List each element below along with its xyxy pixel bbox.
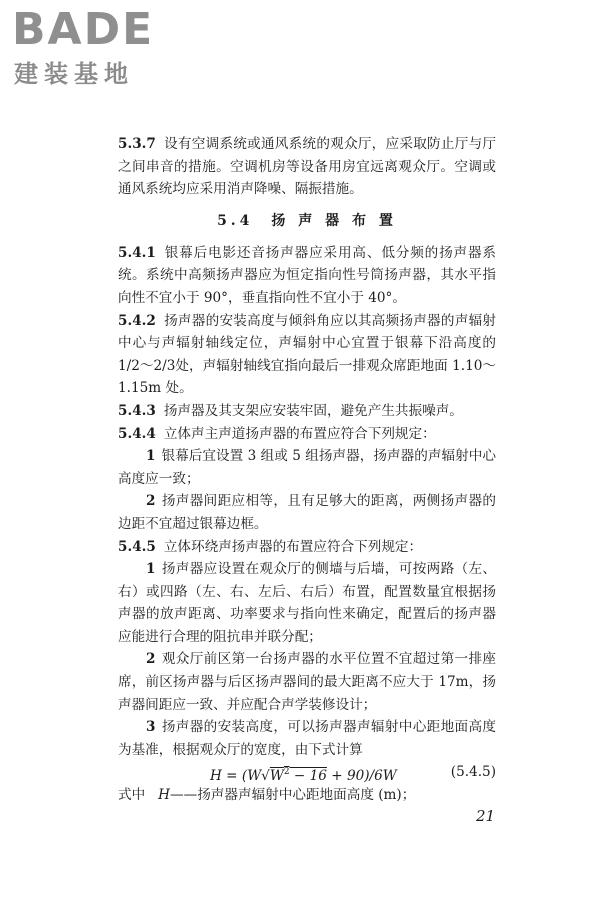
clause-number: 5.3.7	[118, 136, 156, 152]
clause-5-4-4	[118, 423, 496, 446]
exponent: 2	[283, 767, 290, 778]
clause-text: 设有空调系统或通风系统的观众厅，应采取防止厅与厅之间串音的措施。空调机房等设备用房宜远离观众厅。空调或通风系统均应采用消声降噪、隔振措施。	[118, 136, 496, 198]
item-number: 1	[146, 561, 156, 578]
equation-number: (5.4.5)	[450, 764, 496, 781]
item-number: 2	[146, 651, 156, 668]
clause-text: 扬声器的安装高度与倾斜角应以其高频扬声器的声辐射中心与声辐射轴线定位，声辐射中心宜置于银幕下沿高度的 1/2～2/3处，声辐射轴线宜指向最后一排观众席距地面 1.10～1.15m 处。	[118, 312, 496, 397]
item-text: 扬声器应设置在观众厅的侧墙与后墙，可按两路（左、右）或四路（左、右、左后、右后）布置，配置数量宜根据扬声器的放声距离、功率要求与指向性来确定，配置后的扬声器应能进行合理的阻抗串并联分配；	[118, 561, 496, 645]
variable-dash: ——	[170, 787, 198, 804]
item-text: 观众厅前区第一台扬声器的水平位置不宜超过第一排座席，前区扬声器与后区扬声器间的最大距离不应大于 17m，扬声器间距应一致、并应配合声学装修设计；	[118, 651, 496, 713]
item-text: 扬声器间距应相等，且有足够大的距离，两侧扬声器的边距不宜超过银幕边框。	[118, 493, 496, 532]
clause-5-3-7	[118, 133, 496, 201]
bade-logo	[12, 4, 182, 94]
section-title-5-4: 5.4 扬 声 器 布 置	[217, 212, 397, 229]
formula-tail: + 90)/6W	[326, 768, 397, 785]
formula-eq: = (W	[221, 768, 262, 785]
clause-5-4-5	[118, 536, 496, 559]
variable-prefix: 式中	[118, 787, 146, 804]
clause-text: 扬声器及其支架应安装牢固，避免产生共振噪声。	[163, 402, 463, 419]
sqrt-sign: √	[261, 768, 270, 785]
radicand	[270, 768, 327, 784]
document-body	[118, 133, 496, 807]
clause-number: 5.4.4	[118, 425, 156, 442]
clause-5-4-4-item-1	[118, 445, 496, 490]
clause-number: 5.4.3	[118, 402, 156, 419]
formula-5-4-5	[210, 761, 397, 788]
clause-5-4-3	[118, 400, 496, 423]
clause-text: 银幕后电影还音扬声器应采用高、低分频的扬声器系统。系统中高频扬声器应为恒定指向性号筒扬声器，其水平指向性不宜小于 90°，垂直指向性不宜小于 40°。	[118, 244, 496, 306]
page-number: 21	[476, 807, 496, 825]
variable-description: 扬声器声辐射中心距地面高度 (m)；	[197, 787, 416, 804]
radicand-w: W	[269, 768, 284, 785]
clause-5-4-5-item-1	[118, 558, 496, 648]
clause-text: 立体环绕声扬声器的布置应符合下列规定：	[163, 538, 423, 555]
radicand-rest: − 16	[289, 768, 327, 785]
clause-5-4-2	[118, 310, 496, 400]
clause-number: 5.4.1	[118, 244, 156, 261]
item-number: 3	[146, 719, 156, 736]
clause-5-4-5-item-2	[118, 648, 496, 716]
clause-5-4-1	[118, 242, 496, 310]
clause-5-4-5-item-3	[118, 716, 496, 761]
logo-latin-text: BADE	[12, 4, 155, 55]
clause-number: 5.4.2	[118, 312, 156, 329]
formula-lhs: H	[210, 768, 222, 785]
clause-number: 5.4.5	[118, 538, 156, 555]
clause-text: 立体声主声道扬声器的布置应符合下列规定：	[163, 425, 436, 442]
item-text: 银幕后宜设置 3 组或 5 组扬声器，扬声器的声辐射中心高度应一致；	[118, 448, 496, 487]
item-number: 1	[146, 448, 156, 465]
variable-symbol: H	[158, 787, 171, 804]
clause-5-4-4-item-2	[118, 490, 496, 535]
logo-cjk-text: 建装基地	[14, 60, 134, 88]
item-text: 扬声器的安装高度，可以扬声器声辐射中心距地面高度为基准，根据观众厅的宽度，由下式计算	[118, 719, 496, 758]
item-number: 2	[146, 493, 156, 510]
formula-row	[118, 761, 496, 784]
